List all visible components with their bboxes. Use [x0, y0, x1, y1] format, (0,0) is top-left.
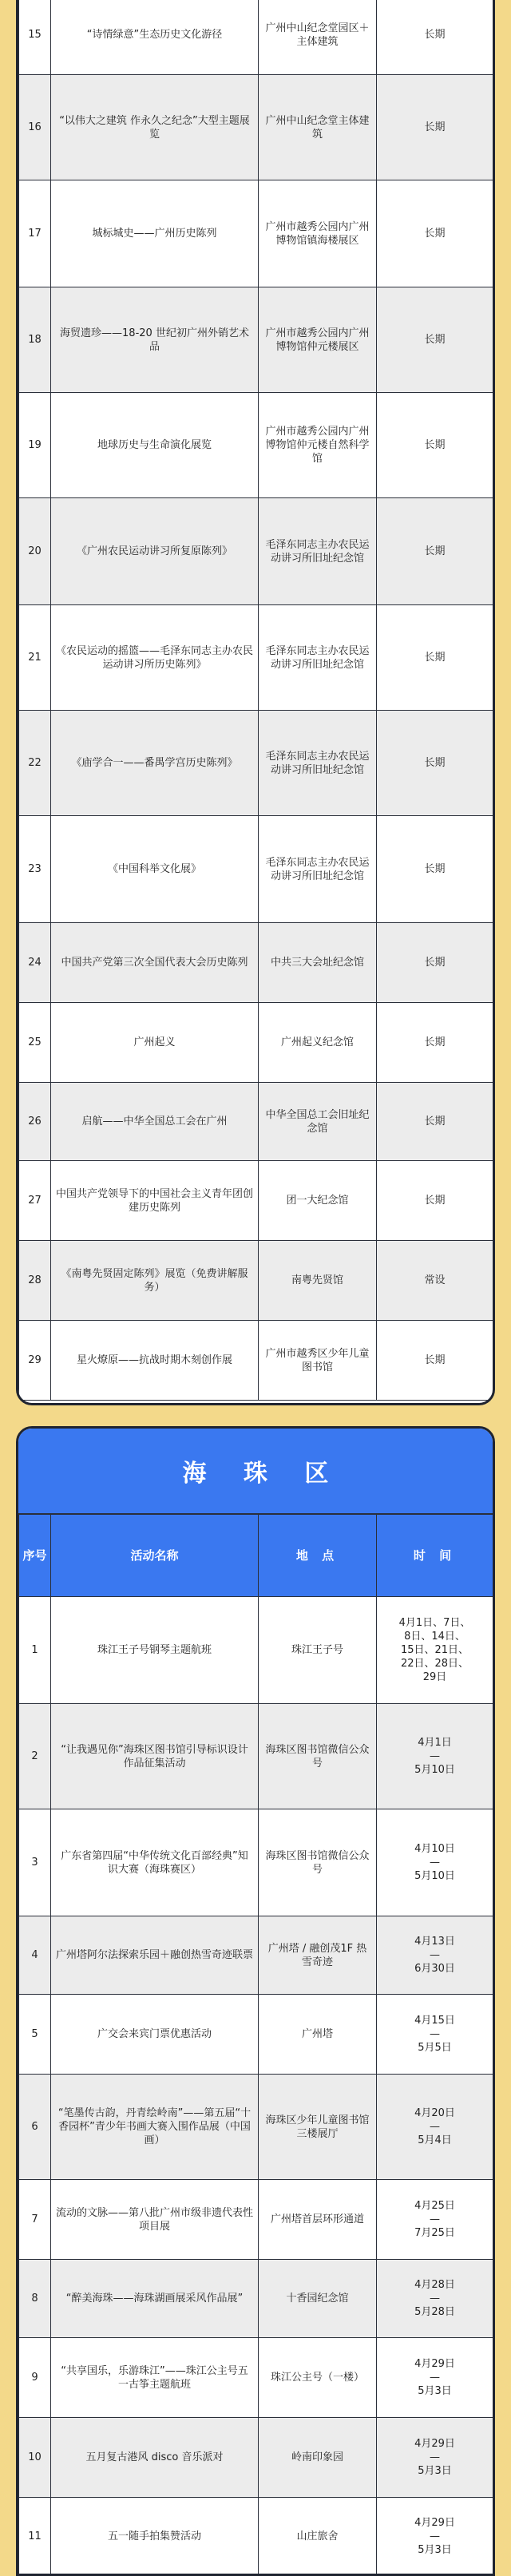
table-row: [19, 1241, 493, 1321]
activity-location: 岭南印象园: [259, 2418, 377, 2498]
activity-name: 海贸遗珍——18-20 世纪初广州外销艺术品: [51, 287, 259, 393]
table-row: [19, 1321, 493, 1401]
yuexiu-activity-table: [18, 0, 493, 1401]
activity-name: 五月复古港风 disco 音乐派对: [51, 2418, 259, 2498]
activity-time: [377, 2498, 493, 2576]
time-line: 5月4日: [418, 2134, 452, 2146]
activity-location: 海珠区图书馆微信公众号: [259, 1704, 377, 1809]
activity-name: 《农民运动的摇篮——毛泽东同志主办农民运动讲习所历史陈列》: [51, 605, 259, 711]
row-index: 6: [19, 2075, 51, 2180]
time-line: 4月28日: [414, 2279, 455, 2291]
row-index: 18: [19, 287, 51, 393]
time-line: 5月3日: [418, 2385, 452, 2397]
time-line: 5月28日: [414, 2306, 455, 2318]
table-row: [19, 816, 493, 923]
row-index: 22: [19, 711, 51, 816]
activity-name: 中国共产党领导下的中国社会主义青年团创建历史陈列: [51, 1161, 259, 1241]
table-row: [19, 711, 493, 816]
time-line: 8日、14日、: [404, 1631, 465, 1643]
time-line: 4月20日: [414, 2107, 455, 2119]
activity-name: 《中国科举文化展》: [51, 816, 259, 923]
table-row: [19, 287, 493, 393]
row-index: 1: [19, 1597, 51, 1704]
activity-time: [377, 1597, 493, 1704]
time-line: 4月29日: [414, 2517, 455, 2529]
table-row: [19, 1083, 493, 1161]
time-line: —: [430, 2530, 440, 2542]
activity-name: “醉美海珠——海珠湖画展采风作品展”: [51, 2260, 259, 2338]
table-row: [19, 0, 493, 75]
activity-location: 中华全国总工会旧址纪念馆: [259, 1083, 377, 1161]
activity-time: 长期: [377, 0, 493, 75]
header-location: 地 点: [259, 1515, 377, 1597]
activity-location: 毛泽东同志主办农民运动讲习所旧址纪念馆: [259, 711, 377, 816]
time-line: 5月3日: [418, 2544, 452, 2556]
activity-time: [377, 1809, 493, 1916]
activity-time: 长期: [377, 287, 493, 393]
activity-time: [377, 2418, 493, 2498]
row-index: 3: [19, 1809, 51, 1916]
time-line: —: [430, 2293, 440, 2305]
time-line: —: [430, 2028, 440, 2040]
activity-location: 珠江王子号: [259, 1597, 377, 1704]
time-line: 5月5日: [418, 2042, 452, 2054]
activity-time: 长期: [377, 1161, 493, 1241]
row-index: 19: [19, 393, 51, 498]
time-line: 4月1日、7日、: [398, 1617, 471, 1629]
time-line: 4月13日: [414, 1936, 455, 1948]
activity-name: 流动的文脉——第八批广州市级非遗代表性项目展: [51, 2180, 259, 2260]
row-index: 17: [19, 180, 51, 287]
time-line: 4月10日: [414, 1843, 455, 1855]
activity-name: 城标城史——广州历史陈列: [51, 180, 259, 287]
table-row: [19, 1003, 493, 1083]
header-activity-name: 活动名称: [51, 1515, 259, 1597]
time-line: —: [430, 1857, 440, 1869]
activity-location: 团一大纪念馆: [259, 1161, 377, 1241]
activity-time: [377, 2260, 493, 2338]
time-line: 5月3日: [418, 2465, 452, 2477]
row-index: 25: [19, 1003, 51, 1083]
activity-location: 珠江公主号（一楼）: [259, 2338, 377, 2418]
time-line: 6月30日: [414, 1963, 455, 1975]
activity-location: 中共三大会址纪念馆: [259, 923, 377, 1003]
table-row: [19, 1809, 493, 1916]
activity-location: 山庄旅舍: [259, 2498, 377, 2576]
time-line: 7月25日: [414, 2227, 455, 2239]
activity-name: 《庙学合一——番禺学宫历史陈列》: [51, 711, 259, 816]
activity-time: 常设: [377, 1241, 493, 1321]
activity-name: 《广州农民运动讲习所复原陈列》: [51, 498, 259, 605]
table-row: [19, 1161, 493, 1241]
activity-time: 长期: [377, 1321, 493, 1401]
activity-time: 长期: [377, 75, 493, 180]
activity-name: “诗情绿意”生态历史文化游径: [51, 0, 259, 75]
activity-location: 十香园纪念馆: [259, 2260, 377, 2338]
row-index: 2: [19, 1704, 51, 1809]
time-line: 22日、28日、: [400, 1658, 469, 1670]
activity-time: 长期: [377, 1083, 493, 1161]
table-row: [19, 2418, 493, 2498]
table-row: [19, 1916, 493, 1995]
table-row: [19, 1597, 493, 1704]
activity-location: 南粤先贤馆: [259, 1241, 377, 1321]
time-line: 4月29日: [414, 2438, 455, 2450]
table-row: [19, 1995, 493, 2075]
time-line: —: [430, 1750, 440, 1762]
activity-time: [377, 2338, 493, 2418]
activity-location: 广州市越秀公园内广州博物馆仲元楼展区: [259, 287, 377, 393]
activity-time: 长期: [377, 180, 493, 287]
row-index: 27: [19, 1161, 51, 1241]
time-line: —: [430, 1949, 440, 1961]
activity-location: 广州塔 / 融创茂1F 热雪奇迹: [259, 1916, 377, 1995]
activity-time: 长期: [377, 393, 493, 498]
activity-time: 长期: [377, 498, 493, 605]
row-index: 10: [19, 2418, 51, 2498]
row-index: 21: [19, 605, 51, 711]
activity-name: 广东省第四届“中华传统文化百部经典”知识大赛（海珠赛区）: [51, 1809, 259, 1916]
row-index: 7: [19, 2180, 51, 2260]
activity-location: 广州塔: [259, 1995, 377, 2075]
activity-location: 广州市越秀公园内广州博物馆镇海楼展区: [259, 180, 377, 287]
activity-name: 启航——中华全国总工会在广州: [51, 1083, 259, 1161]
row-index: 5: [19, 1995, 51, 2075]
row-index: 8: [19, 2260, 51, 2338]
yuexiu-table-card: [16, 0, 495, 1405]
time-line: —: [430, 2213, 440, 2225]
activity-name: “笔墨传古韵，丹青绘岭南”——第五届“十香园杯”青少年书画大赛入围作品展（中国画）: [51, 2075, 259, 2180]
table-row: [19, 1704, 493, 1809]
activity-location: 广州中山纪念堂主体建筑: [259, 75, 377, 180]
table-row: [19, 75, 493, 180]
time-line: 5月10日: [414, 1764, 455, 1776]
row-index: 15: [19, 0, 51, 75]
table-row: [19, 2075, 493, 2180]
row-index: 24: [19, 923, 51, 1003]
time-line: 4月29日: [414, 2358, 455, 2370]
activity-time: [377, 2180, 493, 2260]
activity-location: 海珠区图书馆微信公众号: [259, 1809, 377, 1916]
row-index: 28: [19, 1241, 51, 1321]
haizhu-table-card: [16, 1426, 495, 2576]
time-line: 4月15日: [414, 2015, 455, 2027]
time-line: 4月25日: [414, 2200, 455, 2212]
activity-time: [377, 1704, 493, 1809]
activity-time: 长期: [377, 816, 493, 923]
activity-time: [377, 1916, 493, 1995]
table-row: [19, 498, 493, 605]
header-time: 时 间: [377, 1515, 493, 1597]
activity-location: 海珠区少年儿童图书馆三楼展厅: [259, 2075, 377, 2180]
activity-name: 广州塔阿尔法探索乐园＋融创热雪奇迹联票: [51, 1916, 259, 1995]
activity-name: “共享国乐，乐游珠江”——珠江公主号五一古筝主题航班: [51, 2338, 259, 2418]
activity-location: 广州起义纪念馆: [259, 1003, 377, 1083]
activity-location: 毛泽东同志主办农民运动讲习所旧址纪念馆: [259, 816, 377, 923]
table-row: [19, 2260, 493, 2338]
time-line: 29日: [422, 1671, 447, 1683]
table-row: [19, 180, 493, 287]
activity-location: 毛泽东同志主办农民运动讲习所旧址纪念馆: [259, 498, 377, 605]
activity-location: 毛泽东同志主办农民运动讲习所旧址纪念馆: [259, 605, 377, 711]
table-row: [19, 605, 493, 711]
table-header-row: [19, 1515, 493, 1597]
row-index: 20: [19, 498, 51, 605]
activity-name: “让我遇见你”海珠区图书馆引导标识设计作品征集活动: [51, 1704, 259, 1809]
activity-location: 广州市越秀公园内广州博物馆仲元楼自然科学馆: [259, 393, 377, 498]
activity-name: “以伟大之建筑 作永久之纪念”大型主题展览: [51, 75, 259, 180]
district-title: 海 珠 区: [18, 1429, 493, 1514]
activity-name: 五一随手拍集赞活动: [51, 2498, 259, 2576]
time-line: 4月1日: [418, 1737, 452, 1749]
activity-location: 广州塔首层环形通道: [259, 2180, 377, 2260]
table-row: [19, 2180, 493, 2260]
time-line: 15日、21日、: [400, 1644, 469, 1656]
row-index: 26: [19, 1083, 51, 1161]
row-index: 23: [19, 816, 51, 923]
activity-name: 广交会来宾门票优惠活动: [51, 1995, 259, 2075]
activity-location: 广州市越秀区少年儿童图书馆: [259, 1321, 377, 1401]
activity-name: 广州起义: [51, 1003, 259, 1083]
time-line: —: [430, 2451, 440, 2463]
table-row: [19, 923, 493, 1003]
haizhu-activity-table: [18, 1514, 493, 2576]
time-line: 5月10日: [414, 1870, 455, 1882]
activity-time: 长期: [377, 1003, 493, 1083]
activity-time: [377, 1995, 493, 2075]
activity-name: 星火燎原——抗战时期木刻创作展: [51, 1321, 259, 1401]
row-index: 16: [19, 75, 51, 180]
activity-time: 长期: [377, 711, 493, 816]
row-index: 4: [19, 1916, 51, 1995]
row-index: 29: [19, 1321, 51, 1401]
activity-name: 中国共产党第三次全国代表大会历史陈列: [51, 923, 259, 1003]
activity-name: 地球历史与生命演化展览: [51, 393, 259, 498]
activity-name: 珠江王子号钢琴主题航班: [51, 1597, 259, 1704]
activity-time: [377, 2075, 493, 2180]
row-index: 9: [19, 2338, 51, 2418]
table-row: [19, 393, 493, 498]
activity-name: 《南粤先贤固定陈列》展览（免费讲解服务）: [51, 1241, 259, 1321]
row-index: 11: [19, 2498, 51, 2576]
table-row: [19, 2498, 493, 2576]
time-line: —: [430, 2121, 440, 2133]
table-row: [19, 2338, 493, 2418]
activity-location: 广州中山纪念堂园区＋主体建筑: [259, 0, 377, 75]
header-index: 序号: [19, 1515, 51, 1597]
activity-time: 长期: [377, 605, 493, 711]
time-line: —: [430, 2372, 440, 2384]
activity-time: 长期: [377, 923, 493, 1003]
